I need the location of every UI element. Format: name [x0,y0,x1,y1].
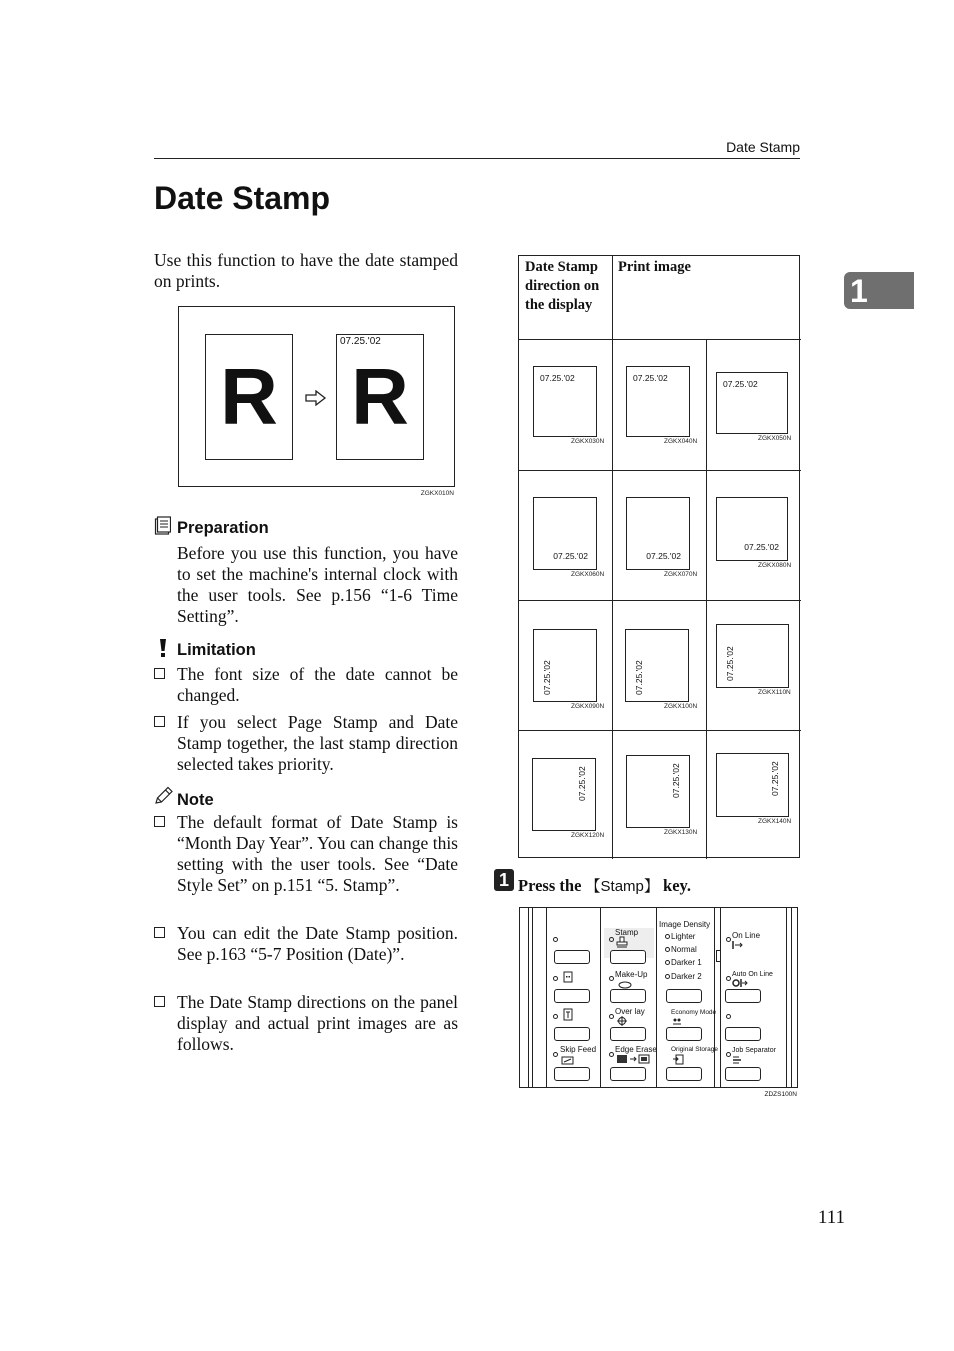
pencil-icon [154,786,174,806]
table-row-divider [519,470,801,471]
table-row-divider [519,339,801,340]
page-number: 111 [817,1207,845,1228]
original-sheet [205,334,293,460]
panel-button [610,1027,646,1041]
figure-code: ZGKX130N [664,829,698,836]
overlay-icon [617,1016,627,1026]
intro-paragraph: Use this function to have the date stamped on prints. [154,250,458,291]
original-letter: R [220,352,278,441]
step-prefix: Press the [518,876,586,895]
header-rule [154,158,800,159]
print-image-sheet [716,497,788,561]
economy-icon [672,1017,682,1025]
note-item [154,812,458,896]
panel-button [554,989,590,1003]
page-title: Date Stamp [154,180,331,216]
key-bracket-close: 】 [643,878,659,895]
stamped-date: 07.25.'02 [646,551,681,561]
on-line-icon [732,940,744,950]
stamped-date: 07.25.'02 [634,660,644,695]
figure-code: ZGKX070N [664,571,698,578]
checkbox-bullet-icon [154,716,165,727]
panel-button [725,1067,761,1081]
checkbox-bullet-icon [154,996,165,1007]
limitation-heading: Limitation [177,641,256,659]
panel-button [666,989,702,1003]
figure-code: ZGKX110N [758,689,791,696]
chapter-number: 1 [850,273,868,309]
stamped-date: 07.25.'02 [542,660,552,695]
print-image-sheet [716,372,788,434]
outline-arrow-right-icon [305,390,327,406]
checkbox-bullet-icon [154,816,165,827]
panel-slot-icon [716,950,721,962]
note-item-text: The default format of Date Stamp is “Month Day Year”. You can change this setting with the user tools. See “Date Style Set” on p.151 “5. Stamp”. [177,812,458,895]
darker-1-label: Darker 1 [671,958,702,967]
print-image-sheet [532,758,596,831]
stamp-panel-button [610,950,646,964]
economy-mode-label: Economy Mode [671,1009,717,1016]
step-suffix: key. [658,876,691,895]
print-image-sheet [626,366,690,437]
panel-button [666,1027,702,1041]
stamped-date: 07.25.'02 [577,766,587,801]
stamp-key-label: Stamp [600,878,644,895]
skip-feed-icon [561,1055,575,1066]
panel-button [666,1067,702,1081]
panel-button [554,1067,590,1081]
on-line-label: On Line [732,931,761,940]
over-lay-label: Over lay [615,1007,645,1016]
print-image-sheet [533,366,597,437]
step-text [518,875,691,896]
table-column-divider [706,339,707,859]
note-item [154,992,458,1055]
stamp-direction-table [518,255,800,858]
stamped-sheet [336,334,424,460]
stamped-date: 07.25.'02 [340,336,381,347]
note-item-text: You can edit the Date Stamp position. See p.163 “5-7 Position (Date)”. [177,923,458,964]
stamped-date: 07.25.'02 [540,373,575,383]
note-item [154,923,458,965]
sort-icon [563,971,573,983]
notepad-icon [154,516,171,535]
panel-button [610,989,646,1003]
staple-icon [563,1008,573,1021]
darker-2-label: Darker 2 [671,972,702,981]
stamped-date: 07.25.'02 [770,761,780,796]
stamped-date: 07.25.'02 [744,542,779,552]
image-density-label: Image Density [659,920,711,929]
job-separator-icon [732,1055,742,1065]
figure-code: ZGKX140N [758,818,792,825]
job-separator-label: Job Separator [732,1047,776,1054]
note-heading: Note [177,791,214,809]
print-image-sheet [716,753,789,817]
checkbox-bullet-icon [154,668,165,679]
note-item-text: The Date Stamp directions on the panel display and actual print images are as follows. [177,992,458,1054]
auto-on-line-label: Auto On Line [732,971,773,978]
step-number: 1 [494,869,514,891]
control-panel-illustration [519,907,798,1098]
make-up-icon [618,981,632,989]
preparation-heading: Preparation [177,519,269,537]
date-stamp-illustration [178,306,455,497]
stamp-label: Stamp [615,928,639,937]
checkbox-bullet-icon [154,927,165,938]
panel-figure-code: ZDZS100N [764,1091,797,1098]
table-row-divider [519,730,801,731]
key-bracket-open: 【 [585,878,601,895]
lighter-label: Lighter [671,932,696,941]
limitation-item-text: If you select Page Stamp and Date Stamp together, the last stamp direction selected takes priority. [177,712,458,774]
original-storage-label: Original Storage [671,1046,718,1053]
table-header-direction: Date Stamp direction on the display [525,259,600,313]
table-column-divider [612,256,613,859]
panel-button [610,1067,646,1081]
edge-erase-icon [616,1054,650,1064]
figure-code: ZGKX100N [664,703,698,710]
figure-code: ZGKX050N [758,435,792,442]
running-header: Date Stamp [726,139,800,155]
auto-on-line-icon [732,978,748,988]
stamped-letter: R [351,352,409,441]
limitation-item [154,664,458,706]
print-image-sheet [533,497,597,570]
figure-code: ZGKX090N [571,703,605,710]
stamped-date: 07.25.'02 [633,373,668,383]
panel-button [554,950,590,964]
panel-button [554,1027,590,1041]
normal-label: Normal [671,945,697,954]
skip-feed-label: Skip Feed [560,1045,597,1054]
limitation-item [154,712,458,775]
figure-code: ZGKX010N [420,490,454,497]
make-up-label: Make-Up [615,970,648,979]
table-header-print-image: Print image [618,259,691,275]
stamp-icon [616,936,628,948]
figure-code: ZGKX030N [571,438,605,445]
preparation-text: Before you use this function, you have to set the machine's internal clock with the user tools. See p.156 “1-6 Time Setting”. [177,543,458,626]
figure-code: ZGKX060N [571,571,605,578]
figure-code: ZGKX120N [571,832,605,839]
chapter-tab [844,272,914,309]
print-image-sheet [625,629,689,702]
figure-code: ZGKX080N [758,562,792,569]
print-image-sheet [626,755,690,828]
limitation-item-text: The font size of the date cannot be changed. [177,664,458,705]
stamped-date: 07.25.'02 [725,646,735,681]
stamped-date: 07.25.'02 [553,551,588,561]
print-image-sheet [533,629,597,702]
storage-icon [672,1054,684,1065]
print-image-sheet [626,497,690,570]
exclamation-icon [157,638,169,658]
print-image-sheet [716,624,789,688]
panel-button [725,989,761,1003]
stamped-date: 07.25.'02 [671,763,681,798]
panel-button [725,1027,761,1041]
table-row-divider [519,600,801,601]
stamped-date: 07.25.'02 [723,379,758,389]
edge-erase-label: Edge Erase [615,1045,657,1054]
figure-code: ZGKX040N [664,438,698,445]
